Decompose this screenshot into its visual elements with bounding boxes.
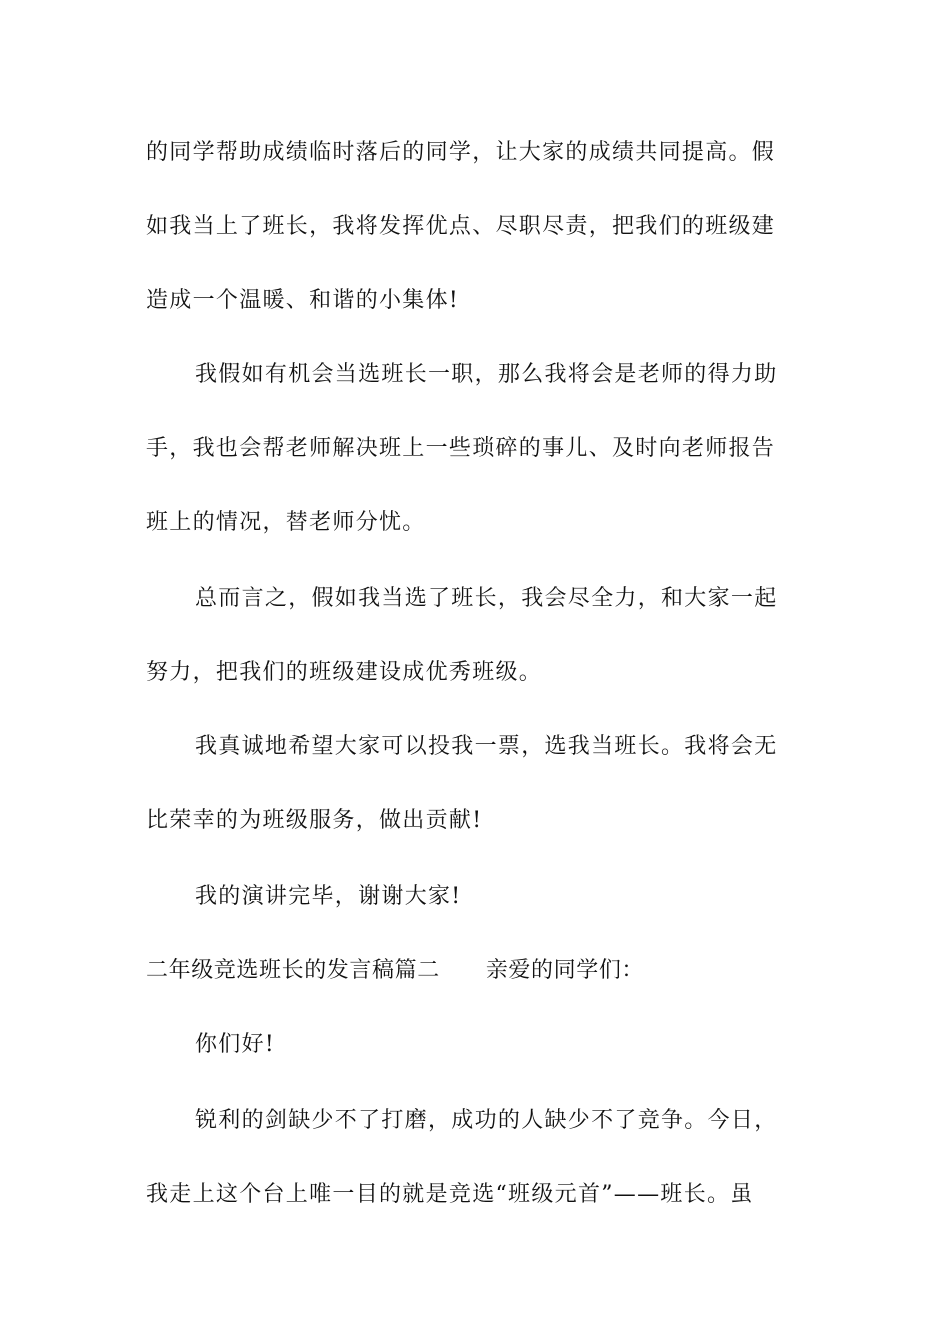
section-heading [146,956,806,986]
text-line: 我假如有机会当选班长一职，那么我将会是老师的得力助 [195,362,778,387]
salutation: 亲爱的同学们： [485,958,645,983]
text-line: 总而言之，假如我当选了班长，我会尽全力，和大家一起 [195,586,778,611]
text-line: 比荣幸的为班级服务，做出贡献! [146,808,483,833]
text-line: 我走上这个台上唯一目的就是竞选“班级元首”——班长。虽 [146,1182,754,1207]
text-line: 努力，把我们的班级建设成优秀班级。 [146,660,543,685]
text-line: 的同学帮助成绩临时落后的同学，让大家的成绩共同提高。假 [146,140,776,165]
text-line: 我真诚地希望大家可以投我一票，选我当班长。我将会无 [195,734,778,759]
text-line: 我的演讲完毕，谢谢大家! [195,884,462,909]
text-line: 手，我也会帮老师解决班上一些琐碎的事儿、及时向老师报告 [146,436,776,461]
text-line: 你们好! [195,1032,276,1057]
text-line: 造成一个温暖、和谐的小集体! [146,288,460,313]
text-line: 班上的情况，替老师分忧。 [146,510,426,535]
section-title: 二年级竞选班长的发言稿篇二 [146,958,440,983]
text-line: 如我当上了班长，我将发挥优点、尽职尽责，把我们的班级建 [146,214,776,239]
text-line: 锐利的剑缺少不了打磨，成功的人缺少不了竞争。今日， [195,1108,778,1133]
